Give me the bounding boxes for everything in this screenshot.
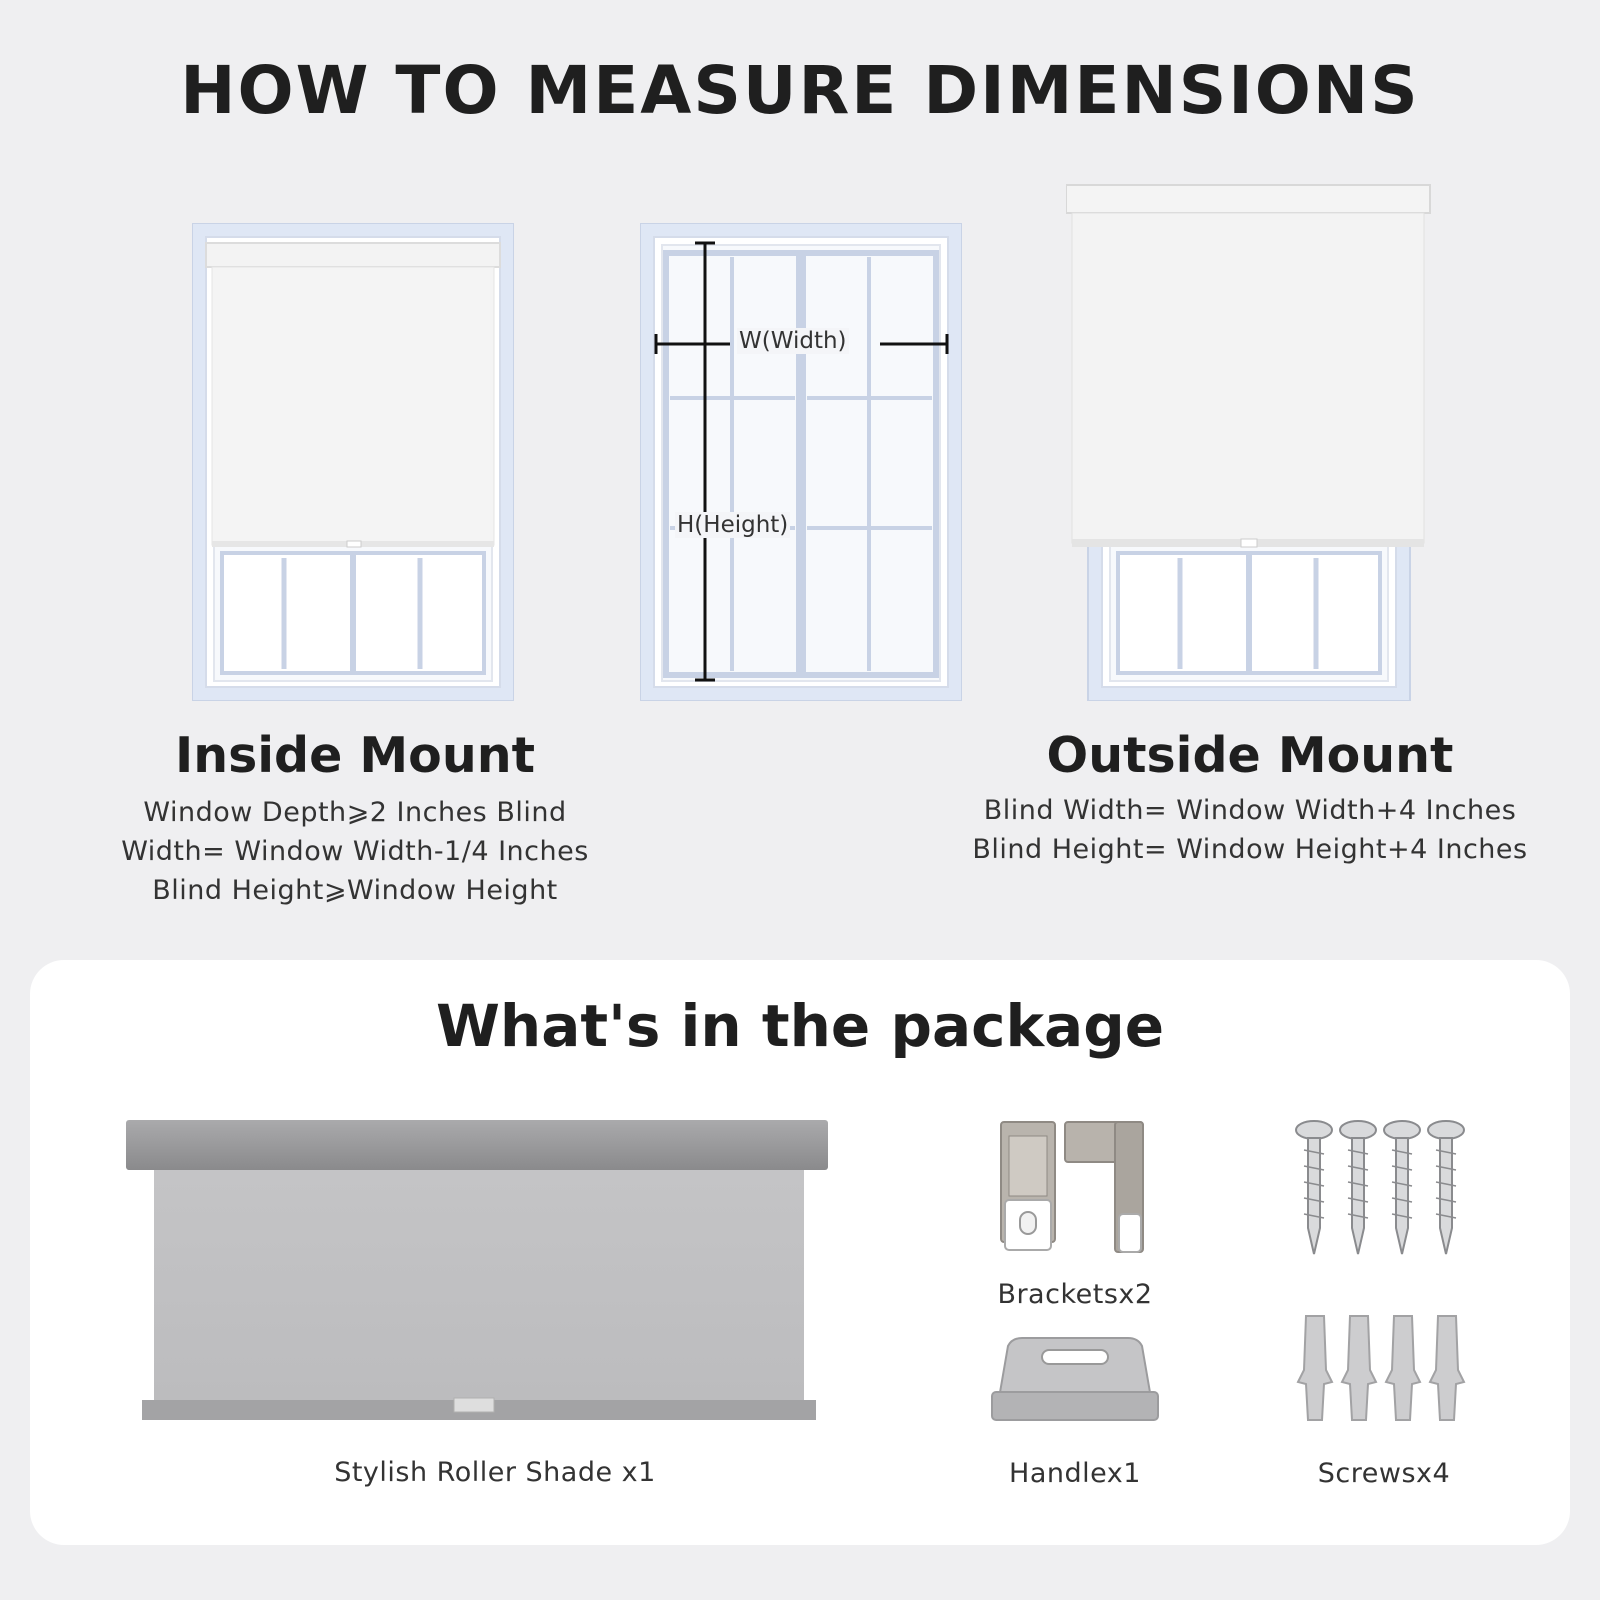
handle-image (990, 1334, 1160, 1424)
page-title: HOW TO MEASURE DIMENSIONS (180, 52, 1420, 129)
shade-label: Stylish Roller Shade x1 (334, 1457, 656, 1488)
outside-mount-line: Blind Height= Window Height+4 Inches (972, 834, 1528, 865)
roller-shade-image (126, 1118, 830, 1424)
inside-mount-line: Width= Window Width-1/4 Inches (121, 836, 589, 867)
inside-mount-description (80, 793, 630, 910)
inside-mount-line: Window Depth⩾2 Inches Blind (143, 797, 567, 828)
brackets-image (995, 1118, 1147, 1258)
outside-mount-heading: Outside Mount (1046, 727, 1454, 784)
inside-mount-illustration (192, 223, 514, 701)
outside-mount-line: Blind Width= Window Width+4 Inches (983, 795, 1517, 826)
inside-mount-heading: Inside Mount (174, 727, 536, 784)
inside-mount-line: Blind Height⩾Window Height (152, 875, 558, 906)
outside-mount-illustration (1066, 183, 1432, 701)
package-heading: What's in the package (435, 992, 1165, 1060)
screws-image (1290, 1118, 1480, 1258)
measurement-window-illustration (640, 223, 962, 701)
anchors-image (1292, 1310, 1478, 1426)
screws-label: Screwsx4 (1317, 1458, 1451, 1489)
height-label: H(Height) (677, 512, 789, 538)
outside-mount-description (930, 791, 1570, 869)
width-label: W(Width) (739, 328, 847, 354)
handle-label: Handlex1 (1009, 1458, 1141, 1489)
brackets-label: Bracketsx2 (997, 1279, 1153, 1310)
